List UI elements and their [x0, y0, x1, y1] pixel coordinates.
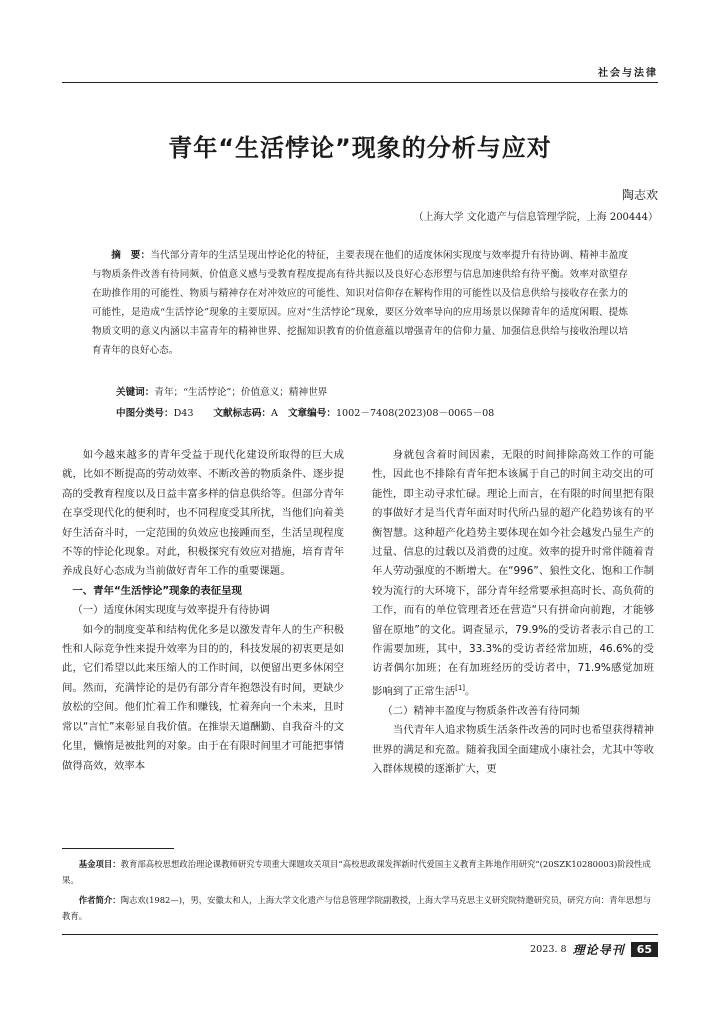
body-paragraph: 如今越来越多的青年受益于现代化建设所取得的巨大成就，比如不断提高的劳动效率、不断改善的物质条件、逐步提高的受教育程度以及日益丰富多样的信息供给等。但部分青年在享受现代化的便利时，也不同程度受其所扰，当他们向着美好生活奋斗时，一定范围的负效应也接踵而至，生活呈现程度不等的悖论化现象。对此，积极探究有效应对措施，培育青年养成良好心态成为当前做好青年工作的重要课题。 [62, 449, 344, 578]
doc-code-value: A [271, 408, 278, 419]
doc-code-label: 文献标志码： [213, 408, 272, 419]
body-paragraph: 当代青年人追求物质生活条件改善的同时也希望获得精神世界的满足和充盈。随着我国全面建成小康社会，尤其中等收入群体规模的逐渐扩大，更 [372, 724, 654, 775]
clc-value: D43 [173, 408, 194, 419]
fund-note [62, 856, 658, 888]
keywords-label: 关键词： [116, 387, 155, 398]
bio-label: 作者简介： [78, 895, 121, 905]
keywords-text: 青年；“生活悖论”；价值意义；精神世界 [154, 387, 328, 398]
author-name: 陶志欢 [621, 188, 658, 202]
body-text: 身就包含着时间因素，无限的时间排除高效工作的可能性，因此也不排除有青年把本该属于自己的时间主动交出的可能性，即主动寻求忙碌。理论上而言，在有限的时间里把有限的事做好才是当代青年面对时代所凸显的超产化趋势该有的平衡智慧。这种超产化趋势主要体现在如今社会越发凸显生产的过量、信息的过载以及消费的过度。效率的提升时常伴随着青年人劳动强度的不断增大。在“996”、狼性文化、饱和工作制较为流行的大环境下，部分青年经常要承担高时长、高负荷的工作，而有的单位管理者还在营造“只有拼命向前跑，才能够留在原地”的文化。调查显示，79.9%的受访者表示自己的工作需要加班，其中，33.3%的受访者经常加班，46.6%的受访者偶尔加班；在有加班经历的受访者中，71.9%感觉加班影响到了正常生活 [372, 449, 654, 698]
section-header: 社会与法律 [598, 68, 658, 79]
section-heading: 一、青年“生活悖论”现象的表征呈现 [72, 584, 242, 597]
page-footer [530, 940, 658, 958]
body-text: 。 [465, 685, 476, 698]
article-number-value: 1002－7408(2023)08－0065－08 [335, 408, 495, 419]
subsection-heading: （一）适度休闲实现度与效率提升有待协调 [72, 604, 270, 617]
page-number: 65 [631, 942, 658, 957]
body-paragraph: 如今的制度变革和结构优化多是以激发青年人的生产积极性和人际竞争性来提升效率为目的的，科技发展的初衷更是如此，它们希望以此来压缩人的工作时间，以便留出更多休闲空间。然而，充满悖论的是仍有部分青年抱怨没有时间，更缺少放松的空间。他们忙着工作和赚钱，忙着奔向一个未来，且时常以“言忙”来彰显自我价值。在推崇天道酬勤、自我奋斗的文化里，懒惰是被批判的对象。由于在有限时间里才可能把事情做得高效，效率本 [62, 623, 344, 772]
classification-line [116, 405, 494, 419]
footnote-rule [62, 848, 174, 849]
bio-text: 陶志欢(1982—)，男，安徽太和人，上海大学文化遗产与信息管理学院副教授，上海大学马克思主义研究院特邀研究员，研究方向：青年思想与教育。 [62, 895, 652, 921]
fund-text: 教育部高校思想政治理论课教师研究专项重大课题攻关项目“高校思政课发挥新时代爱国主义教育主阵地作用研究”(20SZK10280003)阶段性成果。 [62, 859, 651, 885]
article-number-label: 文章编号： [287, 408, 336, 419]
citation-ref[interactable]: [1] [455, 683, 466, 692]
body-column-left [62, 446, 344, 776]
header-rule [62, 82, 658, 83]
issue-number: 2023. 8 [530, 943, 567, 955]
subsection-heading: （二）精神丰盈度与物质条件改善有待同频 [382, 704, 580, 717]
journal-name: 理论导刊 [572, 942, 625, 957]
keywords [116, 384, 327, 398]
footer-rule [62, 934, 658, 935]
article-title: 青年“生活悖论”现象的分析与应对 [168, 134, 552, 162]
body-paragraph [372, 446, 654, 702]
clc-label: 中图分类号： [116, 408, 174, 419]
author-affiliation: （上海大学 文化遗产与信息管理学院，上海 200444） [413, 212, 658, 223]
footnotes [62, 856, 658, 928]
abstract-label: 摘 要： [111, 250, 151, 261]
abstract [92, 246, 628, 360]
body-column-right [372, 446, 654, 779]
author-bio [62, 892, 658, 924]
abstract-text: 当代部分青年的生活呈现出悖论化的特征，主要表现在他们的适度休闲实现度与效率提升有待协调、精神丰盈度与物质条件改善有待同频、价值意义感与受教育程度提高有待共振以及良好心态形塑与信息加速供给有待平衡。效率对欲望存在助推作用的可能性、物质与精神存在对冲效应的可能性、知识对信仰存在解构作用的可能性以及信息供给与接收存在张力的可能性，是造成“生活悖论”现象的主要原因。应对“生活悖论”现象，要区分效率导向的应用场景以保障青年的适度闲暇、提炼物质文明的意义内涵以丰富青年的精神世界、挖掘知识教育的价值意蕴以增强青年的信仰力量、加强信息供给与接收治理以培育青年的良好心态。 [92, 250, 629, 356]
fund-label: 基金项目： [78, 859, 121, 869]
